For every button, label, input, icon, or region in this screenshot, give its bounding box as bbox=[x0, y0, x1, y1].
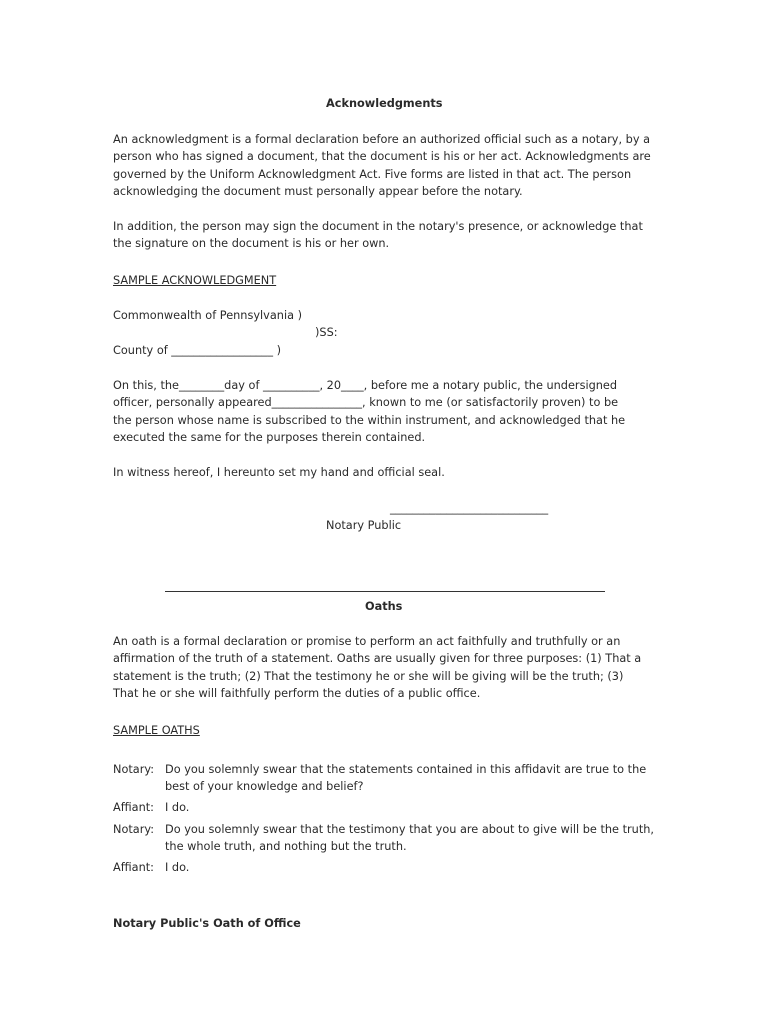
dialogue-line: the whole truth, and nothing but the truth. bbox=[165, 840, 407, 854]
signature-blank: ____________________________ bbox=[390, 502, 549, 515]
venue-commonwealth-line: Commonwealth of Pennsylvania ) bbox=[113, 309, 303, 322]
dialogue-line: best of your knowledge and belief? bbox=[165, 780, 364, 794]
acknowledgments-title: Acknowledgments bbox=[326, 97, 443, 110]
oaths-paragraph bbox=[113, 633, 673, 703]
paragraph-line: In addition, the person may sign the document in the notary's presence, or acknowledge that bbox=[113, 220, 643, 233]
dialogue-text bbox=[165, 761, 675, 796]
venue-county-line: County of __________________ ) bbox=[113, 344, 281, 357]
dialogue-text bbox=[165, 821, 675, 856]
sample-oaths-heading: SAMPLE OATHS bbox=[113, 724, 200, 737]
dialogue-text bbox=[165, 859, 675, 876]
paragraph-line: the person whose name is subscribed to the within instrument, and acknowledged that he bbox=[113, 413, 626, 427]
paragraph-line: acknowledging the document must personally appear before the notary. bbox=[113, 185, 523, 199]
acknowledgment-form-paragraph bbox=[113, 377, 673, 447]
dialogue-speaker: Affiant: bbox=[113, 801, 154, 814]
dialogue-text bbox=[165, 799, 675, 816]
sample-acknowledgment-heading: SAMPLE ACKNOWLEDGMENT bbox=[113, 274, 277, 287]
paragraph-line: officer, personally appeared________________, known to me (or satisfactorily proven) to be bbox=[113, 396, 619, 410]
paragraph-line: statement is the truth; (2) That the testimony he or she will be giving will be the truth; (3) bbox=[113, 669, 624, 683]
acknowledgments-paragraph-2 bbox=[113, 218, 673, 253]
paragraph-line: An acknowledgment is a formal declaration before an authorized official such as a notary, by a bbox=[113, 133, 651, 146]
dialogue-line: I do. bbox=[165, 861, 190, 874]
dialogue-speaker: Notary: bbox=[113, 823, 155, 836]
oath-of-office-title: Notary Public's Oath of Office bbox=[113, 917, 301, 930]
paragraph-line: governed by the Uniform Acknowledgment Act. Five forms are listed in that act. The person bbox=[113, 167, 632, 181]
dialogue-speaker: Affiant: bbox=[113, 861, 154, 874]
witness-line: In witness hereof, I hereunto set my hand and official seal. bbox=[113, 466, 445, 479]
notary-public-label: Notary Public bbox=[326, 519, 402, 532]
paragraph-line: An oath is a formal declaration or promise to perform an act faithfully and truthfully or an bbox=[113, 635, 621, 648]
dialogue-line: I do. bbox=[165, 801, 190, 814]
paragraph-line: That he or she will faithfully perform the duties of a public office. bbox=[113, 687, 481, 701]
venue-ss-line: )SS: bbox=[315, 326, 338, 339]
paragraph-line: person who has signed a document, that the document is his or her act. Acknowledgments are bbox=[113, 150, 651, 164]
dialogue-line: Do you solemnly swear that the testimony that you are about to give will be the truth, bbox=[165, 823, 654, 836]
paragraph-line: the signature on the document is his or her own. bbox=[113, 237, 390, 251]
oaths-title: Oaths bbox=[365, 600, 403, 613]
dialogue-speaker: Notary: bbox=[113, 763, 155, 776]
section-divider bbox=[165, 591, 605, 592]
paragraph-line: executed the same for the purposes therein contained. bbox=[113, 431, 426, 445]
paragraph-line: affirmation of the truth of a statement. Oaths are usually given for three purposes: (1) That a bbox=[113, 652, 642, 666]
paragraph-line: On this, the________day of __________, 20____, before me a notary public, the undersigned bbox=[113, 379, 618, 392]
dialogue-line: Do you solemnly swear that the statements contained in this affidavit are true to the bbox=[165, 763, 647, 776]
acknowledgments-paragraph-1 bbox=[113, 131, 673, 201]
